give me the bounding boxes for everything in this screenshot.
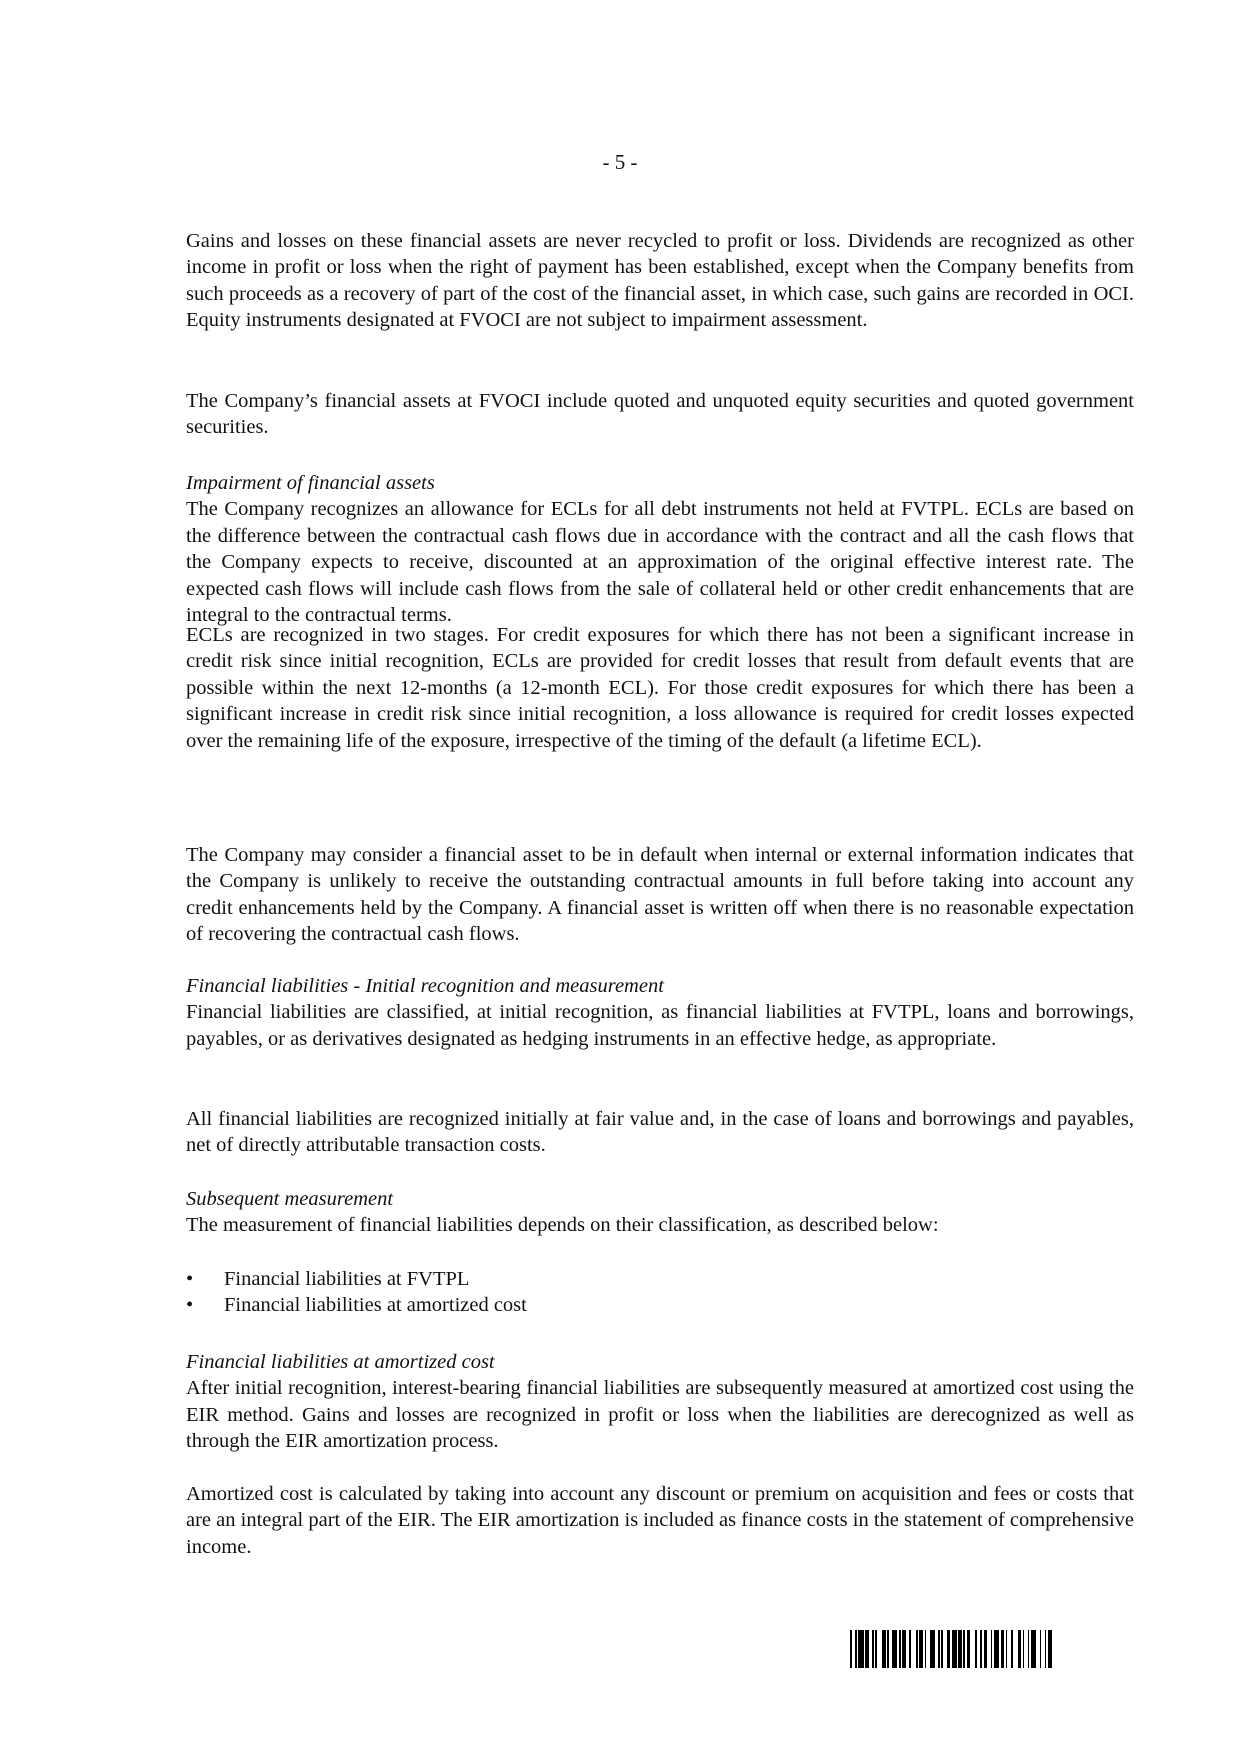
barcode-image (850, 1630, 1120, 1668)
paragraph-fvoci-gains (186, 228, 1134, 334)
paragraph-text: Gains and losses on these financial assets are never recycled to profit or loss. Dividends are recognized as other income in profit or loss when the right of payment has been established, except when the Company benefits from such proceeds as a recovery of part of the cost of the financial asset, in which case, such gains are recorded in OCI. Equity instruments designated at FVOCI are not subject to impairment assessment. (186, 230, 1134, 332)
section-heading: Financial liabilities at amortized cost (186, 1351, 495, 1373)
paragraph-text: Amortized cost is calculated by taking into account any discount or premium on acquisition and fees or costs that are an integral part of the EIR. The EIR amortization is included as finance costs in the statement of comprehensive income. (186, 1483, 1134, 1558)
section-subsequent (186, 1186, 1134, 1239)
paragraph-fvoci-assets (186, 388, 1134, 441)
paragraph-default (186, 842, 1134, 948)
page-number: - 5 - (602, 150, 638, 174)
paragraph-text: The Company recognizes an allowance for ECLs for all debt instruments not held at FVTPL. ECLs are based on the difference between the contractual cash flows due in accordance with the contract and all the cash flows that the Company expects to receive, discounted at an approximation of the original effective interest rate. The expected cash flows will include cash flows from the sale of collateral held or other credit enhancements that are integral to the contractual terms. (186, 498, 1134, 627)
section-amortized-cost (186, 1349, 1134, 1455)
list-item: • Financial liabilities at amortized cost (186, 1292, 1134, 1318)
paragraph-liabilities-fair-value (186, 1106, 1134, 1159)
paragraph-amortized-calc (186, 1481, 1134, 1560)
paragraph-ecl-stages (186, 622, 1134, 754)
paragraph-text: ECLs are recognized in two stages. For credit exposures for which there has not been a significant increase in credit risk since initial recognition, ECLs are provided for credit losses that result from default events that are possible within the next 12-months (a 12-month ECL). For those credit exposures for which there has been a significant increase in credit risk since initial recognition, a loss allowance is required for credit losses expected over the remaining life of the exposure, irrespective of the timing of the default (a lifetime ECL). (186, 624, 1134, 752)
paragraph-text: The Company may consider a financial asset to be in default when internal or external information indicates that the Company is unlikely to receive the outstanding contractual amounts in full before taking into account any credit enhancements held by the Company. A financial asset is written off when there is no reasonable expectation of recovering the contractual cash flows. (186, 844, 1134, 946)
section-heading: Financial liabilities - Initial recognition and measurement (186, 975, 664, 997)
paragraph-text: After initial recognition, interest-bearing financial liabilities are subsequently measured at amortized cost using the EIR method. Gains and losses are recognized in profit or loss when the liabilities are derecognized as well as through the EIR amortization process. (186, 1377, 1134, 1453)
paragraph-text: Financial liabilities are classified, at initial recognition, as financial liabilities at FVTPL, loans and borrowings, payables, or as derivatives designated as hedging instruments in an effective hedge, as appropriate. (186, 1001, 1134, 1050)
section-heading: Subsequent measurement (186, 1188, 394, 1210)
section-liabilities-initial (186, 973, 1134, 1052)
bullet-list (186, 1266, 1134, 1319)
paragraph-text: The Company’s financial assets at FVOCI include quoted and unquoted equity securities and quoted government securities. (186, 390, 1134, 439)
paragraph-text: All financial liabilities are recognized initially at fair value and, in the case of loans and borrowings and payables, net of directly attributable transaction costs. (186, 1108, 1134, 1157)
list-item: • Financial liabilities at FVTPL (186, 1266, 1134, 1292)
section-heading: Impairment of financial assets (186, 472, 435, 494)
paragraph-text: The measurement of financial liabilities depends on their classification, as described below: (186, 1214, 939, 1237)
section-impairment (186, 470, 1134, 628)
barcode-bar (1052, 1630, 1057, 1668)
